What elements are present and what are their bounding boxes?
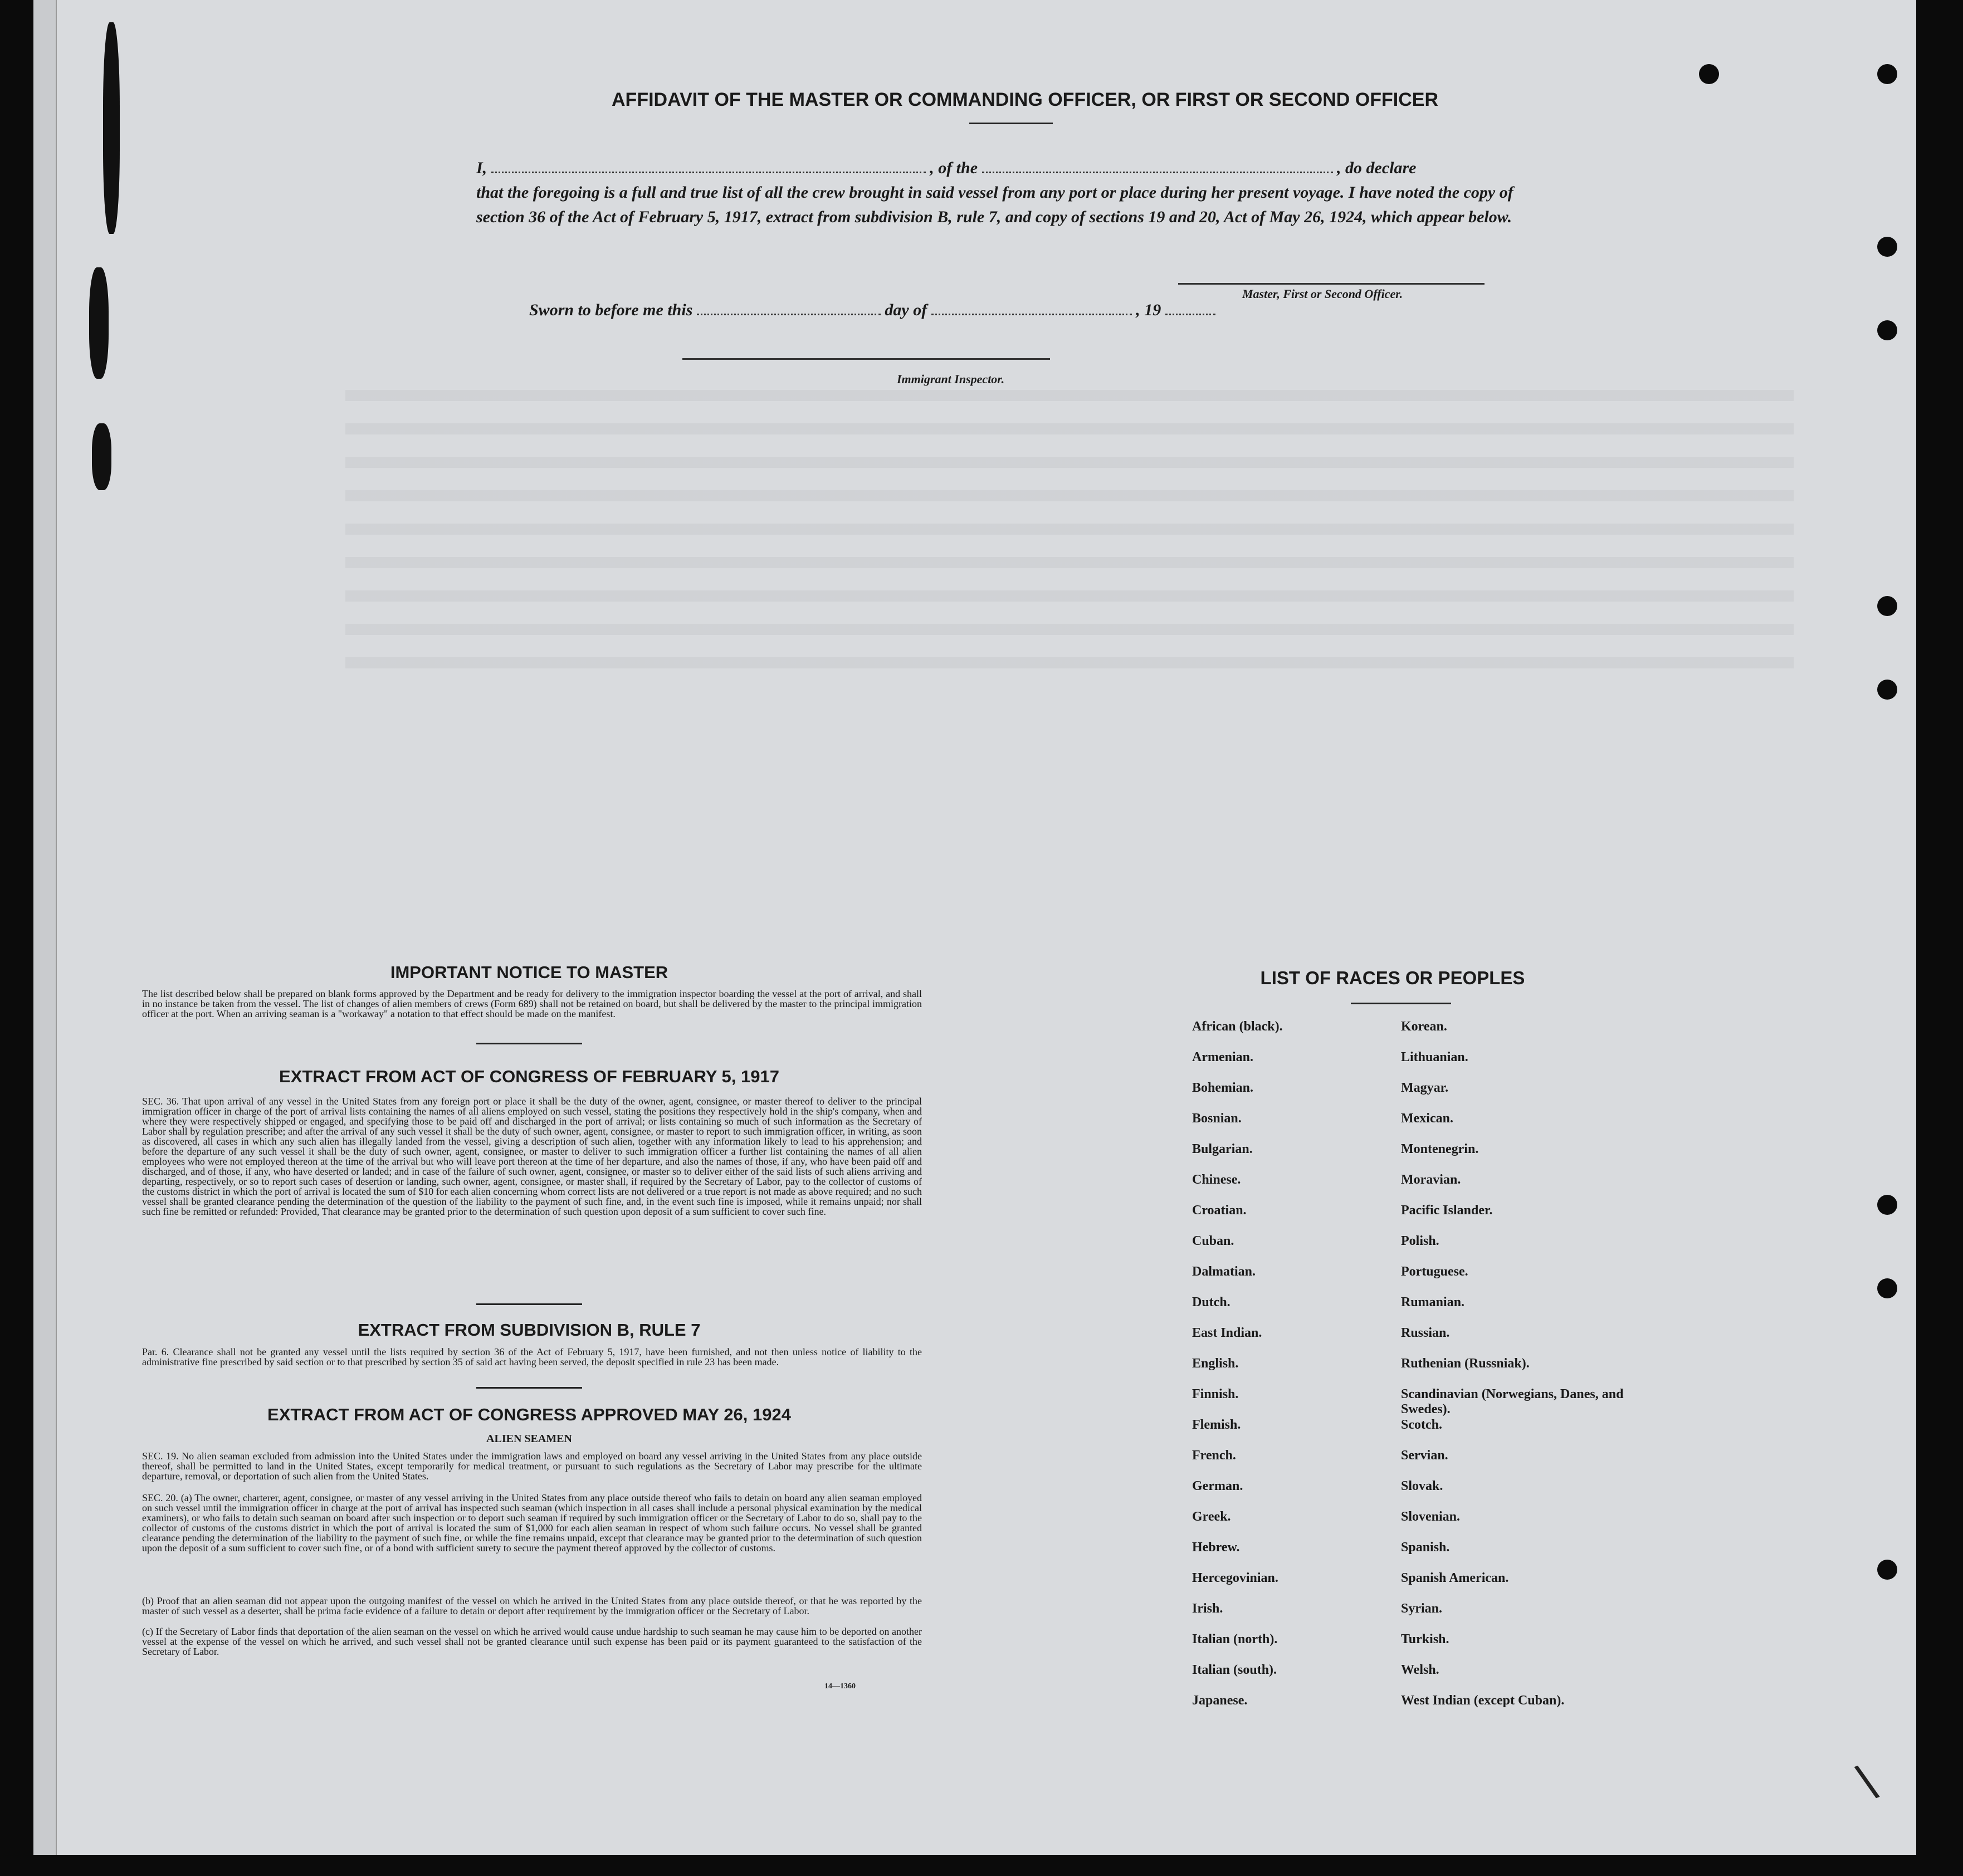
declaration-do-declare: , do declare [1337, 159, 1417, 177]
affidavit-declaration [476, 156, 1523, 229]
race-item: Ruthenian (Russniak). [1401, 1356, 1530, 1371]
divider [1351, 1003, 1451, 1004]
ink-smudge [89, 267, 109, 379]
race-item: Rumanian. [1401, 1295, 1465, 1310]
race-item: Moravian. [1401, 1172, 1461, 1187]
punch-hole [1877, 680, 1897, 700]
race-item: Japanese. [1192, 1693, 1248, 1708]
race-item: Italian (north). [1192, 1632, 1278, 1647]
form-number: 14—1360 [824, 1682, 856, 1691]
bleed-through [345, 390, 1794, 947]
notice-title: IMPORTANT NOTICE TO MASTER [390, 963, 668, 982]
race-item: Chinese. [1192, 1172, 1241, 1187]
race-item: Scandinavian (Norwegians, Danes, and Swedes). [1401, 1387, 1624, 1416]
page-mark: \ [1851, 1754, 1884, 1812]
master-signature-line [1178, 281, 1485, 285]
race-item: Polish. [1401, 1234, 1439, 1248]
punch-hole [1877, 320, 1897, 340]
declaration-body: that the foregoing is a full and true list of all the crew brought in said vessel from any port or place during her present voyage. I have noted the copy of section 36 of the Act of February 5, 1917, extract from subdivision B, rule 7, and copy of sections 19 and 20, Act of May 26, 1924, which appear below. [476, 183, 1513, 226]
year-prefix: , 19 [1136, 301, 1161, 319]
race-item: Korean. [1401, 1019, 1447, 1034]
races-right-column [1401, 1019, 1635, 1724]
race-item: Irish. [1192, 1601, 1223, 1616]
race-item: Hebrew. [1192, 1540, 1240, 1555]
race-item: Bohemian. [1192, 1081, 1254, 1095]
race-item: Finnish. [1192, 1387, 1239, 1401]
punch-hole [1877, 1560, 1897, 1580]
divider [476, 1043, 582, 1044]
races-title: LIST OF RACES OR PEOPLES [1260, 968, 1525, 988]
race-item: Mexican. [1401, 1111, 1453, 1126]
page-binding-strip [33, 0, 57, 1855]
race-item: Bosnian. [1192, 1111, 1242, 1126]
race-item: Italian (south). [1192, 1663, 1277, 1677]
declaration-of-the: , of the [930, 159, 978, 177]
race-item: French. [1192, 1448, 1236, 1463]
race-item: Flemish. [1192, 1418, 1241, 1432]
alien-seamen-subtitle: ALIEN SEAMEN [486, 1433, 572, 1445]
sec-20a-text: SEC. 20. (a) The owner, charterer, agent, consignee, or master of any vessel arriving in the United States from any place outside thereof who fails to detain on board any alien seaman employed on such vessel until the immigration officer in charge at the port of arrival has inspected such seaman (which inspection in all cases shall include a personal physical examination by the medical examiners), or who fails to detain such seaman on board after such inspection or to deport such seaman if required by such immigration officer or the Secretary of Labor to do so, shall pay to the collector of customs of the customs district in which the port of arrival is located the sum of $1,000 for each alien seaman in respect of whom such failure occurs. No vessel shall be granted clearance pending the determination of the liability to the payment of such fine, or while the fine remains unpaid, except that clearance may be granted prior to the determination of such question upon the deposit of a sum sufficient to cover such fine, or of a bond with sufficient surety to secure the payment thereof approved by the collector of customs. [142, 1492, 922, 1553]
race-item: Turkish. [1401, 1632, 1449, 1647]
declaration-line [476, 156, 1523, 180]
affidavit-title: AFFIDAVIT OF THE MASTER OR COMMANDING OFFICER, OR FIRST OR SECOND OFFICER [612, 89, 1438, 110]
race-item: Scotch. [1401, 1418, 1442, 1432]
day-of-text: day of [885, 301, 927, 319]
name-blank [491, 170, 926, 173]
race-item: Pacific Islander. [1401, 1203, 1493, 1218]
ink-smudge [92, 423, 111, 490]
race-item: Spanish American. [1401, 1571, 1509, 1585]
extract-1917-text: SEC. 36. That upon arrival of any vessel in the United States from any foreign port or place it shall be the duty of the owner, agent, consignee, or master thereof to deliver to the principal immigration officer in charge of the port of arrival lists containing the names of all aliens employed on such vessel, stating the positions they respectively hold in the ship's company, when and where they were respectively shipped or engaged, and specifying those to be paid off and discharged in the port of arrival; or lists containing so much of such information as the Secretary of Labor shall by regulation prescribe; and after the arrival of any such vessel it shall be the duty of such owner, agent, consignee, or master to report to such immigration officer, in writing, as soon as discovered, all cases in which any such alien has illegally landed from the vessel, giving a description of such alien, together with any information likely to lead to his apprehension; and before the departure of any such vessel it shall be the duty of such owner, agent, consignee, or master to deliver to such immigration officer a further list containing the names of all alien employees who were not employed thereon at the time of the arrival but who will leave port thereon at the time of her departure, and also the names of those, if any, who have been paid off and discharged, and of those, if any, who have deserted or landed; and in case of the failure of such owner, agent, consignee, or master so to deliver either of the said lists of such aliens arriving and departing, respectively, or so to report such cases of desertion or landing, such owner, agent, consignee, or master shall, if required by the Secretary of Labor, pay to the collector of customs of the customs district in which the port of arrival is located the sum of $10 for each alien concerning whom correct lists are not delivered or a true report is not made as above required; and no such vessel shall be granted clearance pending the determination of the question of the liability to the payment of such fine, and, in the event such fine is imposed, while it remains unpaid; nor shall such fine be remitted or refunded: Provided, That clearance may be granted prior to the determination of such question upon deposit of a sum sufficient to cover such fine. [142, 1096, 922, 1217]
sworn-line [529, 301, 1215, 320]
vessel-blank [982, 170, 1333, 173]
race-item: Montenegrin. [1401, 1142, 1479, 1156]
title-underline [969, 123, 1053, 124]
race-item: Servian. [1401, 1448, 1448, 1463]
sec-20b-text: (b) Proof that an alien seaman did not appear upon the outgoing manifest of the vessel on which he arrived in the United States from any place outside thereof, or that he was reported by the master of such vessel as a deserter, shall be prima facie evidence of a failure to detain or deport after requirement by the immigration officer or the Secretary of Labor. [142, 1595, 922, 1616]
subdivision-text: Par. 6. Clearance shall not be granted any vessel until the lists required by section 36 of the Act of February 5, 1917, have been furnished, and not then unless notice of liability to the administrative fine prescribed by said section or to that prescribed by section 35 of said act having been served, the deposit specified in rule 23 has been made. [142, 1346, 922, 1367]
divider [476, 1303, 582, 1305]
race-item: Slovak. [1401, 1479, 1443, 1493]
race-item: Portuguese. [1401, 1264, 1468, 1279]
race-item: Greek. [1192, 1509, 1231, 1524]
race-item: Slovenian. [1401, 1509, 1461, 1524]
declaration-i: I, [476, 159, 487, 177]
notice-text: The list described below shall be prepared on blank forms approved by the Department and be ready for delivery to the immigration inspector boarding the vessel at the port of arrival, and shall in no instance be taken from the vessel. The list of changes of alien members of crews (Form 689) shall not be retained on board, but shall be delivered by the master to the principal immigration officer at the port. When an arriving seaman is a "workaway" a notation to that effect should be made on the manifest. [142, 988, 922, 1019]
race-item: Spanish. [1401, 1540, 1450, 1555]
inspector-caption: Immigrant Inspector. [897, 372, 1005, 386]
race-item: East Indian. [1192, 1326, 1262, 1340]
race-item: Syrian. [1401, 1601, 1443, 1616]
race-item: Dutch. [1192, 1295, 1230, 1310]
race-item: Armenian. [1192, 1050, 1253, 1064]
extract-1924-title: EXTRACT FROM ACT OF CONGRESS APPROVED MAY 26, 1924 [267, 1405, 791, 1424]
year-blank [1165, 312, 1215, 315]
punch-hole [1877, 1195, 1897, 1215]
sec-20c-text: (c) If the Secretary of Labor finds that deportation of the alien seaman on the vessel on which he arrived would cause undue hardship to such seaman he may cause him to be deported on another vessel at the expense of the vessel on which he arrived, and such vessel shall not be granted clearance until such expense has been paid or its payment guaranteed to the satisfaction of the Secretary of Labor. [142, 1626, 922, 1657]
race-item: Croatian. [1192, 1203, 1247, 1218]
punch-hole [1877, 64, 1897, 84]
race-item: Lithuanian. [1401, 1050, 1468, 1064]
races-left-column [1192, 1019, 1283, 1724]
subdivision-title: EXTRACT FROM SUBDIVISION B, RULE 7 [358, 1320, 701, 1340]
race-item: Bulgarian. [1192, 1142, 1253, 1156]
sworn-text: Sworn to before me this [529, 301, 693, 319]
race-item: African (black). [1192, 1019, 1283, 1034]
divider [476, 1387, 582, 1389]
ink-smudge [103, 22, 120, 234]
race-item: English. [1192, 1356, 1239, 1371]
race-item: Welsh. [1401, 1663, 1439, 1677]
race-item: German. [1192, 1479, 1243, 1493]
punch-hole [1877, 237, 1897, 257]
race-item: Cuban. [1192, 1234, 1234, 1248]
race-item: Dalmatian. [1192, 1264, 1256, 1279]
punch-hole [1877, 596, 1897, 616]
day-blank [697, 312, 881, 315]
punch-hole [1699, 64, 1719, 84]
race-item: Russian. [1401, 1326, 1450, 1340]
race-item: West Indian (except Cuban). [1401, 1693, 1565, 1708]
month-blank [931, 312, 1132, 315]
master-caption: Master, First or Second Officer. [1242, 287, 1403, 301]
extract-1917-title: EXTRACT FROM ACT OF CONGRESS OF FEBRUARY 5, 1917 [279, 1067, 779, 1086]
punch-hole [1877, 1278, 1897, 1298]
sec-19-text: SEC. 19. No alien seaman excluded from admission into the United States under the immigration laws and employed on board any vessel arriving in the United States from any place outside thereof, shall be permitted to land in the United States, except temporarily for medical treatment, or pursuant to such regulations as the Secretary of Labor may prescribe for the ultimate departure, removal, or deportation of such alien from the United States. [142, 1450, 922, 1482]
race-item: Hercegovinian. [1192, 1571, 1278, 1585]
race-item: Magyar. [1401, 1081, 1449, 1095]
inspector-signature-line [682, 356, 1050, 360]
